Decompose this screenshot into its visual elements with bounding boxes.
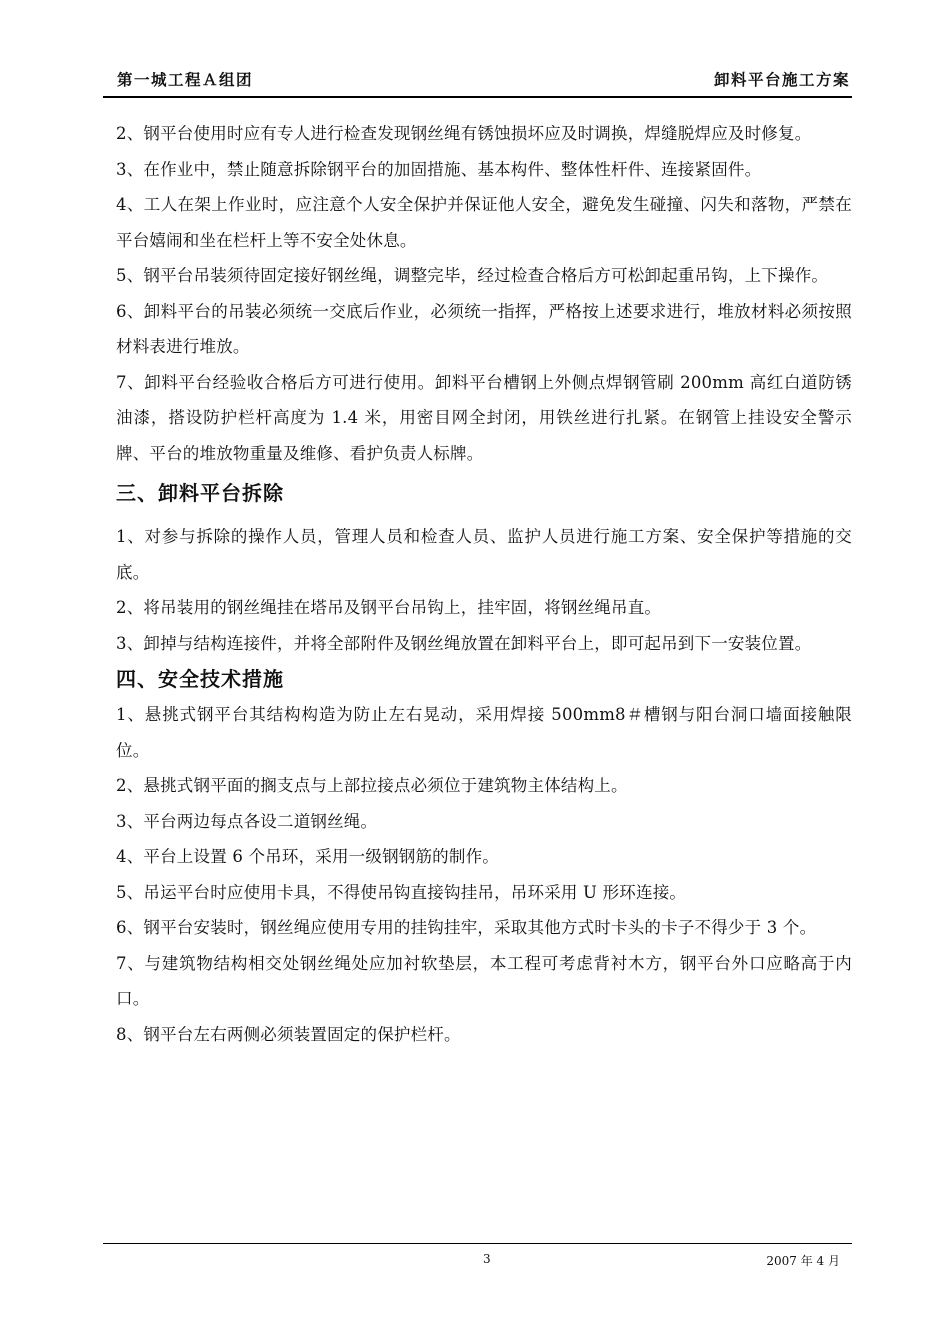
page-footer — [103, 1243, 852, 1274]
header-document-title: 卸料平台施工方案 — [713, 71, 850, 89]
list-item: 7、卸料平台经验收合格后方可进行使用。卸料平台槽钢上外侧点焊钢管刷 200mm 高红白道防锈油漆，搭设防护栏杆高度为 1.4 米，用密目网全封闭，用铁丝进行扎紧。在钢管上挂设安全警示牌、平台的堆放物重量及维修、看护负责人标牌。 — [116, 372, 852, 463]
list-item: 3、在作业中，禁止随意拆除钢平台的加固措施、基本构件、整体性杆件、连接紧固件。 — [116, 159, 762, 179]
list-item: 2、钢平台使用时应有专人进行检查发现钢丝绳有锈蚀损坏应及时调换，焊缝脱焊应及时修复。 — [116, 124, 812, 143]
list-item: 8、钢平台左右两侧必须装置固定的保护栏杆。 — [116, 1024, 461, 1044]
document-body — [116, 116, 852, 1052]
list-item: 1、对参与拆除的操作人员，管理人员和检查人员、监护人员进行施工方案、安全保护等措施的交底。 — [116, 527, 852, 582]
list-item: 7、与建筑物结构相交处钢丝绳处应加衬软垫层，本工程可考虑背衬木方，钢平台外口应略高于内口。 — [116, 953, 852, 1008]
list-item: 6、钢平台安装时，钢丝绳应使用专用的挂钩挂牢，采取其他方式时卡头的卡子不得少于 3 个。 — [116, 918, 817, 937]
page-number: 3 — [483, 1252, 491, 1266]
page-header — [103, 66, 852, 98]
list-item: 2、将吊装用的钢丝绳挂在塔吊及钢平台吊钩上，挂牢固，将钢丝绳吊直。 — [116, 598, 662, 617]
list-item: 4、平台上设置 6 个吊环，采用一级钢钢筋的制作。 — [116, 847, 499, 866]
section-heading-removal: 三、卸料平台拆除 — [116, 481, 284, 505]
list-item: 6、卸料平台的吊装必须统一交底后作业，必须统一指挥，严格按上述要求进行，堆放材料必须按照材料表进行堆放。 — [116, 301, 852, 356]
list-item: 5、钢平台吊装须待固定接好钢丝绳，调整完毕，经过检查合格后方可松卸起重吊钩，上下操作。 — [116, 266, 829, 285]
list-item: 2、悬挑式钢平面的搁支点与上部拉接点必须位于建筑物主体结构上。 — [116, 776, 628, 795]
section-heading-safety: 四、安全技术措施 — [116, 667, 284, 691]
header-project-name: 第一城工程Ａ组团 — [117, 71, 254, 89]
footer-date: 2007 年 4 月 — [766, 1254, 840, 1268]
list-item: 3、卸掉与结构连接件，并将全部附件及钢丝绳放置在卸料平台上，即可起吊到下一安装位置。 — [116, 633, 812, 653]
list-item: 5、吊运平台时应使用卡具，不得使吊钩直接钩挂吊，吊环采用 U 形环连接。 — [116, 882, 687, 902]
list-item: 1、悬挑式钢平台其结构构造为防止左右晃动，采用焊接 500mm8＃槽钢与阳台洞口墙面接触限位。 — [116, 705, 852, 760]
list-item: 3、平台两边每点各设二道钢丝绳。 — [116, 811, 378, 831]
list-item: 4、工人在架上作业时，应注意个人安全保护并保证他人安全，避免发生碰撞、闪失和落物，严禁在平台嬉闹和坐在栏杆上等不安全处休息。 — [116, 195, 852, 250]
